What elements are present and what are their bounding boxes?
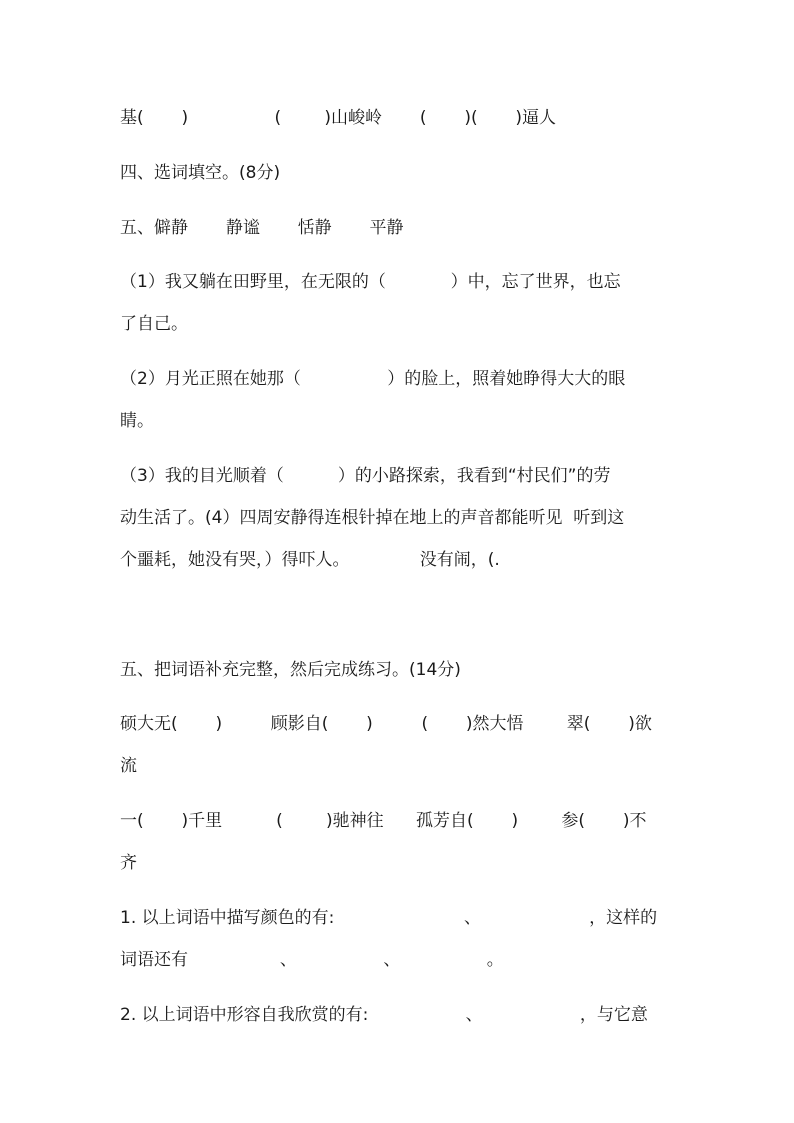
- question-3-line-3: 个噩耗，她没有哭，）得吓人。 没有闹，(.: [120, 550, 500, 570]
- idiom-fill-row-3-line-2: 齐: [120, 853, 137, 873]
- idiom-fill-row-3-line-1: 一( )千里 ( )驰神往 孤芳自( ) 参( )不: [120, 811, 647, 831]
- question-3-line-1: （3）我的目光顺着（ ）的小路探索，我看到“村民们”的劳: [120, 466, 611, 486]
- section-heading-word-choice: 四、选词填空。(8分): [120, 163, 281, 183]
- question-2-line-1: （2）月光正照在她那（ ）的脸上，照着她睁得大大的眼: [120, 369, 626, 389]
- exercise-1-line-2: 词语还有 、 、 。: [120, 950, 504, 970]
- idiom-fill-row-2-line-2: 流: [120, 756, 137, 776]
- question-1-line-2: 了自己。: [120, 314, 188, 334]
- word-bank: 五、僻静 静谧 恬静 平静: [120, 218, 404, 238]
- section-heading-idioms: 五、把词语补充完整，然后完成练习。(14分): [120, 660, 461, 680]
- question-1-line-1: （1）我又躺在田野里，在无限的（ ）中，忘了世界，也忘: [120, 272, 621, 292]
- exercise-2-line-1: 2. 以上词语中形容自我欣赏的有: 、 ，与它意: [120, 1005, 648, 1025]
- question-2-line-2: 睛。: [120, 411, 154, 431]
- question-3-line-2: 动生活了。(4）四周安静得连根针掉在地上的声音都能听见 听到这: [120, 508, 625, 528]
- exercise-1-line-1: 1. 以上词语中描写颜色的有: 、 ，这样的: [120, 908, 658, 928]
- idiom-fill-row-2-line-1: 硕大无( ) 顾影自( ) ( )然大悟 翠( )欲: [120, 714, 652, 734]
- idiom-fill-row-1: 基( ) ( )山峻岭 ( )( )逼人: [120, 108, 557, 128]
